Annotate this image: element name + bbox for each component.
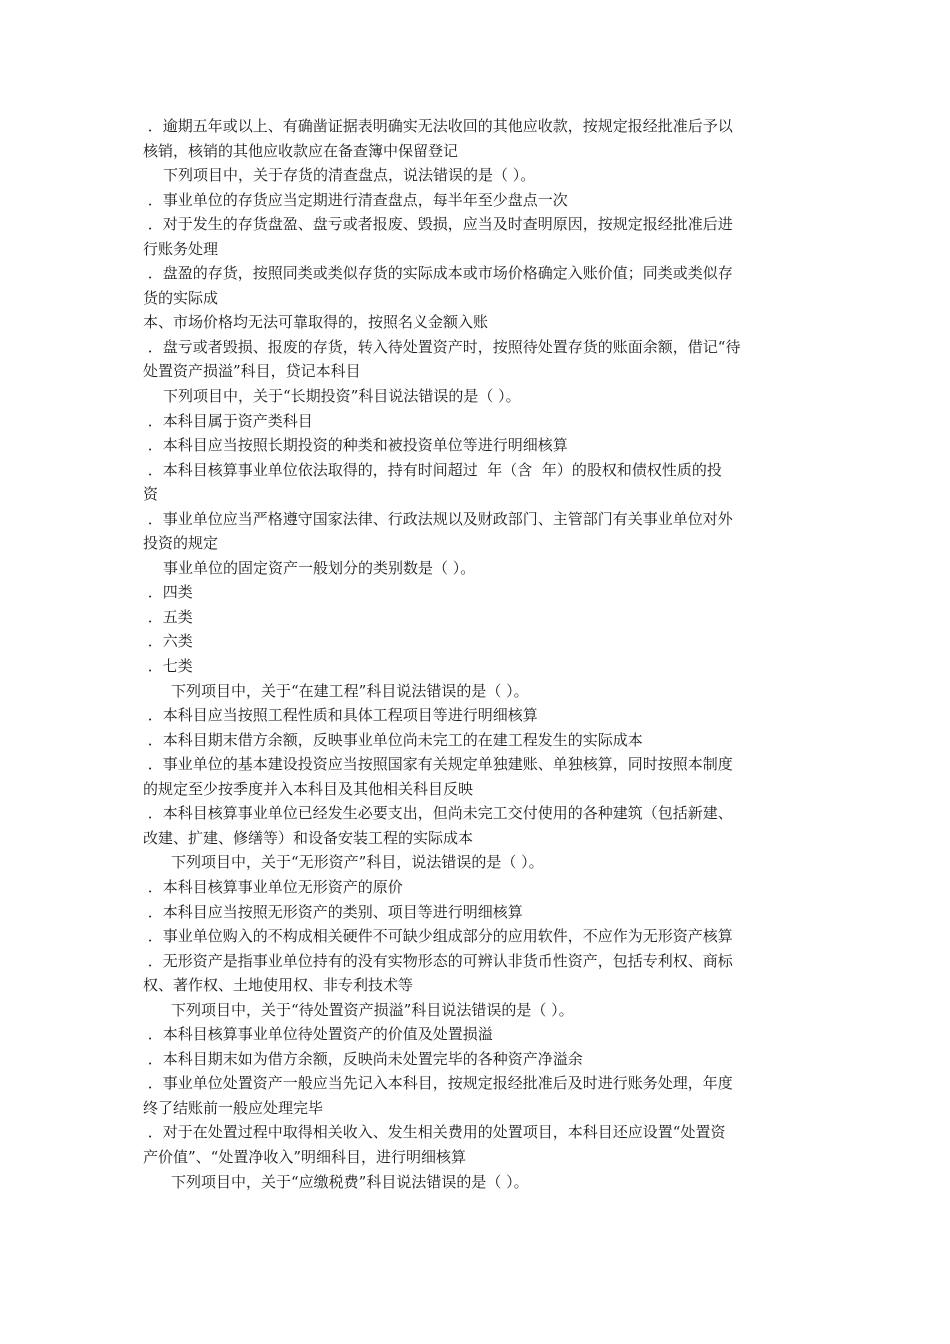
text-line: ．本科目应当按照长期投资的种类和被投资单位等进行明细核算 <box>143 436 568 455</box>
text-line: ．六类 <box>143 632 193 651</box>
text-line: ．本科目核算事业单位已经发生必要支出，但尚未完工交付使用的各种建筑（包括新建、 <box>143 804 733 823</box>
text-line: ．事业单位的存货应当定期进行清查盘点，每半年至少盘点一次 <box>143 190 568 209</box>
text-line: ．逾期五年或以上、有确凿证据表明确实无法收回的其他应收款，按规定报经批准后予以 <box>143 117 733 135</box>
document-body <box>143 114 815 1194</box>
text-line: ．本科目核算事业单位无形资产的原价 <box>143 877 403 896</box>
text-line: ．本科目核算事业单位待处置资产的价值及处置损溢 <box>143 1025 493 1044</box>
text-line: ．本科目期末借方余额，反映事业单位尚未完工的在建工程发生的实际成本 <box>143 730 643 749</box>
text-line: 下列项目中，关于存货的清查盘点，说法错误的是（ ）。 <box>163 166 536 185</box>
text-line: ．五类 <box>143 607 193 626</box>
text-line: 核销，核销的其他应收款应在备查簿中保留登记 <box>143 141 459 160</box>
text-line: 下列项目中，关于“待处置资产损溢”科目说法错误的是（ ）。 <box>171 1000 574 1019</box>
text-line: ．事业单位的基本建设投资应当按照国家有关规定单独建账、单独核算，同时按照本制度 <box>143 755 733 774</box>
text-line: ．事业单位购入的不构成相关硬件不可缺少组成部分的应用软件，不应作为无形资产核算 <box>143 927 733 946</box>
text-line: 的规定至少按季度并入本科目及其他相关科目反映 <box>143 779 474 798</box>
text-line: 资 <box>143 485 159 504</box>
text-line: 下列项目中，关于“无形资产”科目，说法错误的是（ ）。 <box>171 853 544 872</box>
text-line: 产价值”、“处置净收入”明细科目，进行明细核算 <box>143 1147 467 1166</box>
text-line: ．本科目核算事业单位依法取得的，持有时间超过 年（含 年）的股权和债权性质的投 <box>143 460 722 479</box>
text-line: 终了结账前一般应处理完毕 <box>143 1098 324 1117</box>
text-line: ．事业单位应当严格遵守国家法律、行政法规以及财政部门、主管部门有关事业单位对外 <box>143 509 733 528</box>
text-line: ．盘盈的存货，按照同类或类似存货的实际成本或市场价格确定入账价值；同类或类似存 <box>143 264 733 283</box>
text-line: ．盘亏或者毁损、报废的存货，转入待处置资产时，按照待处置存货的账面余额，借记“待 <box>143 337 741 356</box>
text-line: ．本科目期末如为借方余额，反映尚未处置完毕的各种资产净溢余 <box>143 1049 583 1068</box>
text-line: ．对于在处置过程中取得相关收入、发生相关费用的处置项目，本科目还应设置“处置资 <box>143 1123 726 1142</box>
text-line: 权、著作权、土地使用权、非专利技术等 <box>143 976 414 995</box>
text-line: 货的实际成 <box>143 288 219 307</box>
text-line: ．七类 <box>143 657 193 676</box>
text-line: 处置资产损溢”科目，贷记本科目 <box>143 362 361 381</box>
text-line: 事业单位的固定资产一般划分的类别数是（ ）。 <box>163 558 476 577</box>
text-line: ．本科目属于资产类科目 <box>143 411 313 430</box>
text-line: 本、市场价格均无法可靠取得的，按照名义金额入账 <box>143 313 489 332</box>
text-line: 投资的规定 <box>143 534 219 553</box>
text-line: ．本科目应当按照工程性质和具体工程项目等进行明细核算 <box>143 706 538 725</box>
text-line: 行账务处理 <box>143 239 219 258</box>
text-line: ．四类 <box>143 583 193 602</box>
text-line: 下列项目中，关于“在建工程”科目说法错误的是（ ）。 <box>171 681 529 700</box>
text-line: 下列项目中，关于“应缴税费”科目说法错误的是（ ）。 <box>171 1172 529 1191</box>
text-line: ．对于发生的存货盘盈、盘亏或者报废、毁损，应当及时查明原因，按规定报经批准后进 <box>143 215 733 234</box>
text-line: ．无形资产是指事业单位持有的没有实物形态的可辨认非货币性资产，包括专利权、商标 <box>143 951 733 970</box>
text-line: 改建、扩建、修缮等）和设备安装工程的实际成本 <box>143 828 474 847</box>
text-line: 下列项目中，关于“长期投资”科目说法错误的是（ ）。 <box>163 387 521 406</box>
text-line: ．事业单位处置资产一般应当先记入本科目，按规定报经批准后及时进行账务处理，年度 <box>143 1074 733 1093</box>
text-line: ．本科目应当按照无形资产的类别、项目等进行明细核算 <box>143 902 523 921</box>
